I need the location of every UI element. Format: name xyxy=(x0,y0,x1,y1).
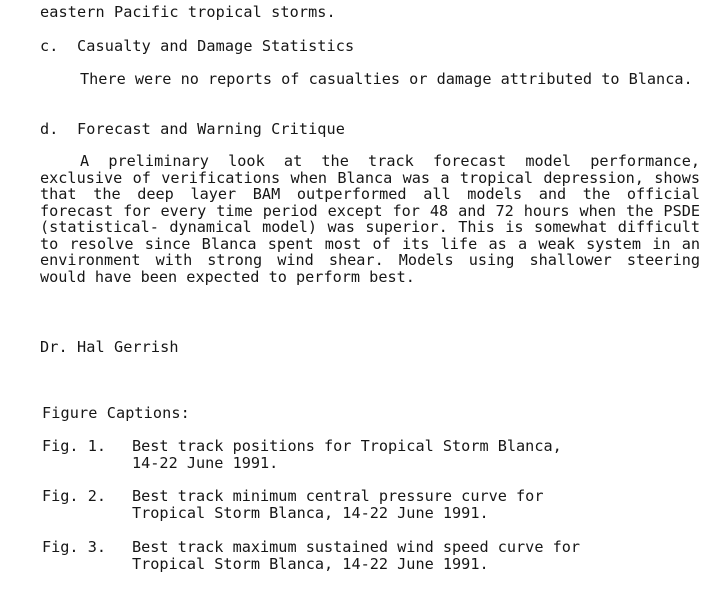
figure-caption-label: Fig. 2. xyxy=(42,487,107,505)
figure-caption-text xyxy=(132,438,652,472)
figure-caption-text xyxy=(132,539,652,573)
figure-caption-line: Tropical Storm Blanca, 14-22 June 1991. xyxy=(132,555,489,573)
figure-caption-text xyxy=(132,488,652,522)
top-fragment-text: eastern Pacific tropical storms. xyxy=(40,3,336,21)
section-d-body: A preliminary look at the track forecast model performance, exclusive of verifications when Blanca was a tropical depression, shows that the deep layer BAM outperformed all models and the official forecast for every time period except for 48 and 72 hours when the PSDE (statistical- dynamical model) was superior. This is somewhat difficult to resolve since Blanca spent most of its life as a weak system in an environment with strong wind shear. Models using shallower steering would have been expected to perform best. xyxy=(40,152,700,286)
figure-caption-label: Fig. 3. xyxy=(42,538,107,556)
figure-caption-line: Best track maximum sustained wind speed curve for xyxy=(132,538,581,556)
figure-caption-3 xyxy=(42,539,682,575)
author-name: Dr. Hal Gerrish xyxy=(40,338,179,356)
figure-captions-heading: Figure Captions: xyxy=(42,404,190,422)
figure-caption-2 xyxy=(42,488,682,524)
section-d-heading: d. Forecast and Warning Critique xyxy=(40,120,346,138)
section-c-heading: c. Casualty and Damage Statistics xyxy=(40,37,355,55)
figure-caption-1 xyxy=(42,438,682,474)
figure-caption-line: Best track minimum central pressure curve for xyxy=(132,487,544,505)
figure-caption-line: 14-22 June 1991. xyxy=(132,454,279,472)
figure-caption-line: Best track positions for Tropical Storm Blanca, xyxy=(132,437,562,455)
figure-caption-line: Tropical Storm Blanca, 14-22 June 1991. xyxy=(132,504,489,522)
section-c-body: There were no reports of casualties or damage attributed to Blanca. xyxy=(80,70,693,88)
figure-caption-label: Fig. 1. xyxy=(42,437,107,455)
